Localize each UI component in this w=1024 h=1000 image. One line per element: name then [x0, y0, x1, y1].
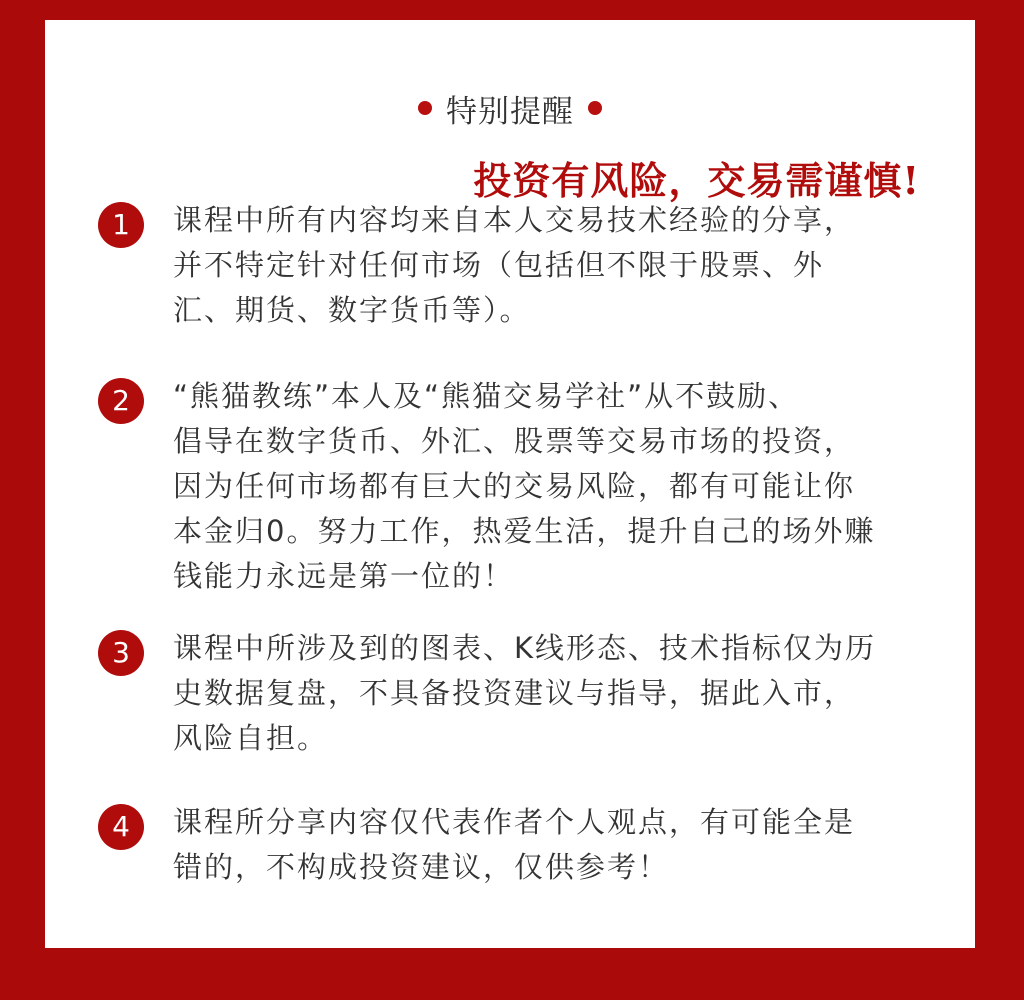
- number-badge-1: 1: [98, 202, 144, 248]
- notice-text-1: [173, 198, 933, 333]
- text-line: 史数据复盘，不具备投资建议与指导，据此入市，: [173, 676, 856, 710]
- text-line: 本金归0。努力工作，热爱生活，提升自己的场外赚: [173, 514, 876, 548]
- number-badge-4: 4: [98, 804, 144, 850]
- text-line: 倡导在数字货币、外汇、股票等交易市场的投资，: [173, 424, 856, 458]
- text-line: 课程所分享内容仅代表作者个人观点，有可能全是: [173, 805, 856, 839]
- number-badge-3: 3: [98, 630, 144, 676]
- text-line: “熊猫教练”本人及“熊猫交易学社”从不鼓励、: [173, 379, 800, 413]
- notice-text-2: [173, 374, 933, 599]
- number-badge-2: 2: [98, 378, 144, 424]
- notice-text-4: [173, 800, 933, 890]
- right-dot-icon: [588, 101, 602, 115]
- notice-text-3: [173, 626, 933, 761]
- text-line: 错的，不构成投资建议，仅供参考！: [173, 850, 670, 884]
- notice-title: 特别提醒: [446, 93, 574, 130]
- text-line: 课程中所涉及到的图表、K线形态、技术指标仅为历: [173, 631, 877, 665]
- text-line: 风险自担。: [173, 721, 329, 755]
- text-line: 因为任何市场都有巨大的交易风险，都有可能让你: [173, 469, 856, 503]
- text-line: 并不特定针对任何市场（包括但不限于股票、外: [173, 248, 825, 282]
- risk-warning: 投资有风险，交易需谨慎!: [473, 158, 920, 203]
- left-dot-icon: [418, 101, 432, 115]
- notice-card: [45, 20, 975, 948]
- notice-header: [45, 86, 975, 130]
- text-line: 课程中所有内容均来自本人交易技术经验的分享，: [173, 203, 856, 237]
- text-line: 钱能力永远是第一位的！: [173, 559, 515, 593]
- text-line: 汇、期货、数字货币等）。: [173, 293, 531, 327]
